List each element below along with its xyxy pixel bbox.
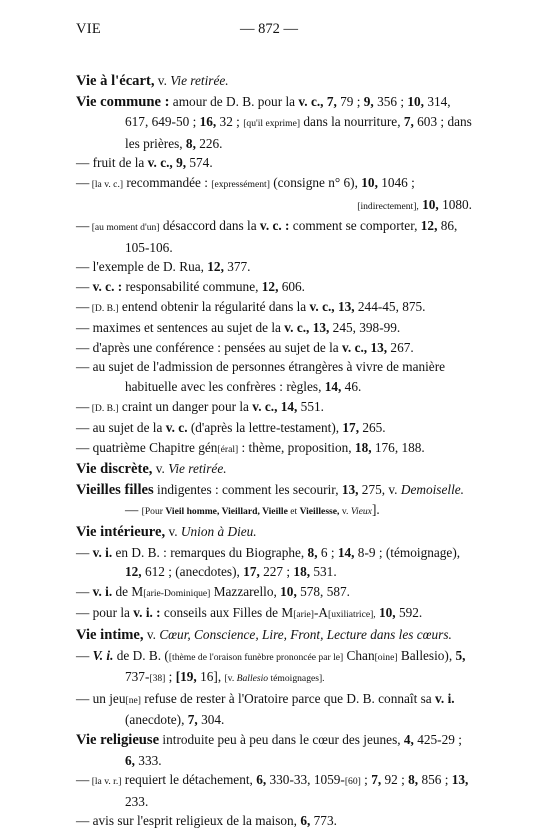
entry-text: 92 ; bbox=[381, 772, 409, 788]
entry-text: 356 ; bbox=[373, 93, 408, 109]
index-subentry bbox=[76, 338, 472, 358]
subentry-dash: — bbox=[76, 583, 90, 599]
subentry-dash: — bbox=[76, 439, 90, 455]
entry-text: 6 ; bbox=[317, 544, 338, 560]
entry-text: 86, 105-106. bbox=[125, 218, 458, 255]
entry-text: 275, v. bbox=[358, 481, 401, 497]
volume-ref: 8, bbox=[307, 544, 318, 560]
volume-ref: 17, bbox=[243, 564, 260, 580]
volume-ref: 12, bbox=[125, 564, 142, 580]
cross-reference: Demoiselle. bbox=[400, 481, 464, 497]
editorial-insert: [38] bbox=[149, 673, 166, 685]
index-subentry bbox=[76, 318, 472, 338]
volume-ref: 7, bbox=[371, 772, 382, 788]
index-entry-vie-discrete bbox=[76, 459, 472, 480]
editorial-insert: [la v. c.] bbox=[89, 178, 124, 190]
editorial-insert: [expressément] bbox=[211, 178, 270, 190]
entry-text: ; bbox=[165, 669, 176, 685]
subentry-dash: — bbox=[76, 298, 90, 314]
entry-text: 578, 587. bbox=[296, 583, 350, 599]
volume-ref: 10, bbox=[407, 93, 424, 109]
volume-ref: 13, bbox=[334, 298, 355, 314]
editorial-insert: [v. bbox=[224, 673, 237, 685]
abbrev: v. c., bbox=[284, 320, 310, 336]
index-subentry bbox=[76, 153, 472, 173]
editorial-insert: témoignages]. bbox=[268, 673, 325, 685]
entry-text: 233. bbox=[125, 793, 149, 809]
volume-ref: 18, bbox=[293, 564, 311, 580]
index-entry-vie-a-l-ecart bbox=[76, 71, 472, 92]
entry-text: comment se comporter, bbox=[289, 218, 421, 234]
entry-text: avis sur l'esprit religieux de la maison, bbox=[89, 813, 301, 829]
editorial-insert: [thème de l'oraison funèbre prononcée par le] bbox=[168, 651, 344, 663]
entry-text: 425-29 ; bbox=[413, 732, 462, 747]
entry-text: de M bbox=[112, 583, 144, 599]
entry-text: indigentes : comment les secourir, bbox=[153, 481, 342, 497]
entry-text: 176, 188. bbox=[371, 439, 425, 455]
entry-text: un jeu bbox=[89, 690, 126, 706]
editorial-insert: [60] bbox=[344, 776, 361, 788]
entry-text: désaccord dans la bbox=[159, 218, 260, 234]
abbrev: v. c., bbox=[298, 93, 324, 109]
subentry-dash: — bbox=[76, 278, 90, 294]
subentry-dash: — bbox=[76, 605, 90, 621]
entry-heading: Vie religieuse bbox=[76, 732, 160, 748]
index-entry-vie-intime bbox=[76, 625, 472, 646]
entry-text: 773. bbox=[310, 813, 337, 829]
subentry-dash: — bbox=[76, 813, 90, 829]
entry-heading: Vie intime, bbox=[76, 627, 144, 644]
volume-ref: [19, bbox=[175, 669, 197, 685]
entry-text: (consigne n° 6), bbox=[269, 174, 362, 190]
entry-text: 856 ; bbox=[418, 772, 452, 788]
index-entries bbox=[76, 71, 472, 831]
abbrev: v. c., bbox=[309, 298, 335, 314]
subentry-dash: — bbox=[76, 544, 90, 560]
subentry-dash: — bbox=[76, 359, 90, 375]
editorial-insert: et bbox=[287, 506, 300, 518]
entry-text: 245, 398-99. bbox=[329, 320, 401, 336]
index-subentry bbox=[76, 257, 472, 277]
subentry-dash: — bbox=[76, 690, 90, 706]
volume-ref: 12, bbox=[261, 278, 279, 294]
volume-ref: 12, bbox=[207, 259, 224, 275]
editorial-insert: [indirectement], bbox=[357, 200, 419, 212]
subentry-dash: — bbox=[76, 218, 90, 234]
volume-ref: 6, bbox=[300, 813, 311, 829]
index-subentry bbox=[76, 582, 472, 604]
index-entry-vie-interieure bbox=[76, 522, 472, 543]
cross-reference: Cœur, Conscience, Lire, Front, Lecture dans les cœurs. bbox=[159, 627, 452, 643]
subentry-dash: — bbox=[76, 155, 90, 171]
cross-reference: Union à Dieu. bbox=[180, 524, 257, 540]
entry-text: Mazzarello, bbox=[210, 583, 281, 599]
subentry-dash: — bbox=[76, 320, 90, 336]
entry-heading: Vie discrète, bbox=[76, 461, 153, 478]
abbrev: v. c., bbox=[252, 398, 278, 414]
entry-text: 46. bbox=[341, 378, 362, 394]
entry-text: 574. bbox=[186, 155, 213, 171]
index-subentry bbox=[76, 418, 472, 438]
entry-text: 244-45, 875. bbox=[354, 298, 426, 314]
volume-ref: 7, bbox=[187, 712, 198, 728]
entry-text: 16], bbox=[196, 669, 225, 685]
subentry-dash: — bbox=[76, 339, 90, 355]
entry-text: amour de D. B. pour la bbox=[169, 93, 299, 109]
index-subentry bbox=[76, 811, 472, 831]
entry-text: recommandée : bbox=[123, 174, 212, 190]
index-subentry bbox=[76, 297, 472, 319]
abbrev: v. i. bbox=[435, 690, 455, 706]
cross-reference: Vie retirée. bbox=[168, 461, 227, 477]
entry-text: 314, 617, 649-50 ; bbox=[125, 93, 451, 130]
volume-ref: 10, bbox=[361, 174, 378, 190]
entry-text: conseils aux Filles de M bbox=[160, 605, 294, 621]
index-subentry bbox=[76, 397, 472, 419]
editorial-insert: Vieil homme, Vieillard, Vieille bbox=[165, 506, 288, 518]
entry-text: 1046 ; bbox=[377, 174, 415, 190]
entry-text: craint un danger pour la bbox=[118, 398, 253, 414]
index-subentry bbox=[76, 173, 472, 216]
index-subentry bbox=[76, 277, 472, 297]
volume-ref: 13, bbox=[367, 339, 388, 355]
entry-text: (anecdote), bbox=[125, 712, 188, 728]
entry-text: 265. bbox=[359, 420, 386, 436]
editorial-insert: [Pour bbox=[141, 506, 166, 518]
volume-ref: 4, bbox=[403, 732, 414, 747]
abbrev: v. c. bbox=[165, 420, 188, 436]
editorial-insert: [arie] bbox=[293, 609, 314, 621]
volume-ref: 10, bbox=[375, 605, 396, 621]
entry-text: quatrième Chapitre gén bbox=[89, 439, 218, 455]
editorial-insert: [au moment d'un] bbox=[89, 222, 160, 234]
entry-text: l'exemple de D. Rua, bbox=[89, 259, 208, 275]
subentry-dash: — bbox=[76, 647, 90, 663]
editorial-insert: [D. B.] bbox=[89, 302, 119, 314]
abbrev: V. i. bbox=[89, 647, 114, 663]
volume-ref: 8, bbox=[408, 772, 419, 788]
volume-ref: 13, bbox=[341, 481, 359, 497]
subentry-dash: — bbox=[76, 420, 90, 436]
index-entry-vie-commune bbox=[76, 92, 472, 154]
entry-text: 267. bbox=[387, 339, 414, 355]
index-subentry bbox=[76, 646, 472, 689]
continuation-line bbox=[125, 195, 472, 217]
abbrev: v. c. : bbox=[89, 278, 123, 294]
editorial-insert: [éral] bbox=[217, 443, 239, 455]
volume-ref: 14, bbox=[337, 544, 355, 560]
entry-text: introduite peu à peu dans le cœur des jeunes, bbox=[159, 732, 404, 747]
editorial-insert: Vieux bbox=[350, 506, 372, 518]
volume-ref: 9, bbox=[172, 155, 187, 171]
index-subentry bbox=[76, 438, 472, 460]
volume-ref: 13, bbox=[309, 320, 330, 336]
volume-ref: 16, bbox=[199, 114, 217, 130]
volume-ref: 14, bbox=[324, 378, 342, 394]
entry-heading: Vie commune : bbox=[76, 93, 170, 110]
editorial-insert: Vieillesse, bbox=[299, 506, 340, 518]
entry-text: refuse de rester à l'Oratoire parce que D. B. connaît sa bbox=[140, 690, 436, 706]
entry-text: en D. B. : remarques du Biographe, bbox=[112, 544, 308, 560]
entry-text: v. bbox=[154, 73, 171, 88]
editorial-insert: [qu'il exprime] bbox=[243, 118, 301, 130]
volume-ref: 7, bbox=[403, 114, 414, 130]
entry-text: (d'après la lettre-testament), bbox=[187, 420, 343, 436]
entry-text: 226. bbox=[195, 135, 223, 151]
entry-text: requiert le détachement, bbox=[121, 772, 257, 788]
entry-heading: Vie intérieure, bbox=[76, 524, 166, 541]
entry-text: de D. B. ( bbox=[113, 647, 169, 663]
entry-text: 79 ; bbox=[336, 93, 364, 109]
entry-text: Ballesio), bbox=[397, 647, 456, 663]
entry-text: v. bbox=[165, 524, 181, 540]
entry-text: 603 ; dans les prières, bbox=[125, 114, 472, 151]
entry-text: maximes et sentences au sujet de la bbox=[89, 320, 285, 336]
index-subentry bbox=[76, 689, 472, 730]
entry-text: 8-9 ; (témoignage), bbox=[354, 544, 461, 560]
entry-text: ]. bbox=[371, 502, 380, 518]
volume-ref: 10, bbox=[418, 196, 439, 212]
abbrev: v. c., bbox=[342, 339, 368, 355]
index-subentry bbox=[76, 770, 472, 811]
entry-text: au sujet de l'admission de personnes étrangères à vivre de manière habituelle avec les confrères : règles, bbox=[89, 359, 446, 394]
entry-text: 304. bbox=[197, 712, 225, 728]
entry-text: — bbox=[125, 502, 142, 518]
volume-ref: 17, bbox=[342, 420, 360, 436]
editorial-insert: [la v. r.] bbox=[89, 776, 122, 788]
entry-text: 32 ; bbox=[216, 114, 244, 130]
subentry-dash: — bbox=[76, 398, 90, 414]
entry-text: responsabilité commune, bbox=[122, 278, 262, 294]
entry-text: Chan bbox=[343, 647, 375, 663]
entry-text: 333. bbox=[134, 752, 162, 768]
entry-text: pour la bbox=[89, 605, 134, 621]
volume-ref: 6, bbox=[256, 772, 267, 788]
entry-text: v. bbox=[152, 461, 169, 477]
subentry-dash: — bbox=[76, 174, 90, 190]
entry-text: ; bbox=[360, 772, 372, 788]
volume-ref: 10, bbox=[280, 583, 297, 599]
page-number: — 872 — bbox=[240, 21, 298, 37]
abbrev: v. c. : bbox=[259, 218, 290, 234]
entry-text: 606. bbox=[278, 278, 305, 294]
editorial-insert: [D. B.] bbox=[89, 402, 119, 414]
entry-text: 377. bbox=[223, 259, 251, 275]
abbrev: v. i. bbox=[89, 583, 113, 599]
volume-ref: 7, bbox=[323, 93, 337, 109]
volume-ref: 18, bbox=[354, 439, 372, 455]
editorial-insert: [ne] bbox=[125, 694, 141, 706]
cross-reference: Vie retirée. bbox=[170, 73, 229, 88]
running-head: VIE bbox=[76, 21, 102, 37]
volume-ref: 6, bbox=[125, 752, 135, 768]
entry-text: dans la nourriture, bbox=[300, 114, 404, 130]
entry-text: : thème, proposition, bbox=[238, 439, 355, 455]
entry-text: fruit de la bbox=[89, 155, 148, 171]
entry-text: 551. bbox=[297, 398, 324, 414]
editorial-insert: Ballesio bbox=[236, 673, 269, 685]
editorial-insert: [arie-Dominique] bbox=[143, 587, 211, 599]
entry-text: 531. bbox=[310, 564, 337, 580]
abbrev: v. i. : bbox=[133, 605, 161, 621]
entry-text: -A bbox=[313, 605, 328, 621]
entry-text: 227 ; bbox=[259, 564, 294, 580]
index-entry-vieilles-filles bbox=[76, 480, 472, 522]
entry-text: v. bbox=[143, 627, 160, 643]
entry-text: 612 ; (anecdotes), bbox=[141, 564, 244, 580]
subentry-dash: — bbox=[76, 772, 90, 788]
volume-ref: 13, bbox=[451, 772, 469, 788]
entry-heading: Vieilles filles bbox=[76, 481, 154, 498]
entry-text: 330-33, 1059- bbox=[266, 772, 345, 788]
abbrev: v. c., bbox=[147, 155, 173, 171]
entry-text: d'après une conférence : pensées au sujet de la bbox=[89, 339, 343, 355]
abbrev: v. i. bbox=[89, 544, 113, 560]
entry-text: entend obtenir la régularité dans la bbox=[118, 298, 310, 314]
index-subentry bbox=[76, 216, 472, 257]
volume-ref: 12, bbox=[420, 218, 438, 234]
volume-ref: 5, bbox=[455, 647, 466, 663]
index-subentry bbox=[76, 543, 472, 582]
volume-ref: 8, bbox=[185, 135, 196, 151]
index-entry-vie-religieuse bbox=[76, 730, 472, 770]
volume-ref: 14, bbox=[277, 398, 298, 414]
editorial-insert: [uxiliatrice], bbox=[328, 609, 376, 621]
entry-heading: Vie à l'écart, bbox=[76, 73, 155, 89]
editorial-insert: [oine] bbox=[374, 651, 398, 663]
index-subentry bbox=[76, 357, 472, 396]
index-subentry bbox=[76, 603, 472, 625]
entry-text: au sujet de la bbox=[89, 420, 166, 436]
entry-text: 592. bbox=[395, 605, 423, 621]
subentry-dash: — bbox=[76, 259, 90, 275]
entry-text: 1080. bbox=[438, 196, 472, 212]
volume-ref: 9, bbox=[363, 93, 374, 109]
entry-text: 737- bbox=[125, 669, 150, 685]
editorial-insert: v. bbox=[339, 506, 351, 518]
